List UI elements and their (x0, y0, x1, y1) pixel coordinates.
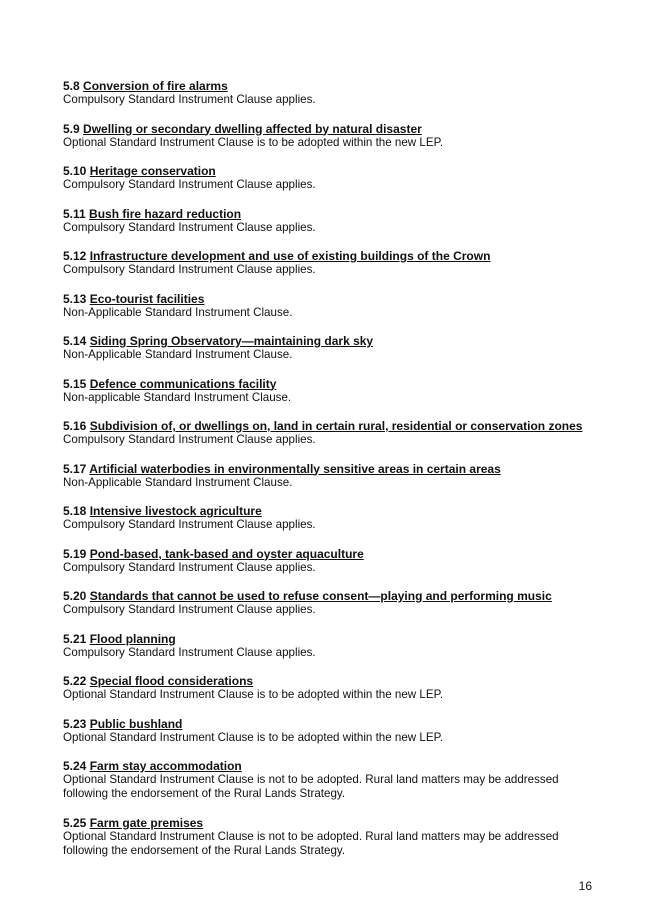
clause-title: Heritage conservation (89, 164, 216, 178)
clause-heading (63, 292, 603, 306)
clause-text: Optional Standard Instrument Clause is to be adopted within the new LEP. (63, 135, 444, 149)
clause-number: 5.25 (63, 815, 87, 830)
clause-text: Non-Applicable Standard Instrument Clause. (63, 475, 293, 489)
clause-5-12 (63, 249, 603, 277)
clause-heading (63, 462, 603, 476)
clause-5-24 (63, 759, 603, 801)
clause-text: Compulsory Standard Instrument Clause applies. (63, 220, 316, 234)
clause-5-18 (63, 504, 603, 532)
clause-5-19 (63, 547, 603, 575)
clause-5-10 (63, 164, 603, 192)
clause-number: 5.21 (63, 631, 87, 646)
clause-title: Conversion of fire alarms (83, 79, 228, 93)
clause-text: Compulsory Standard Instrument Clause applies. (63, 560, 316, 574)
clause-5-23 (63, 717, 603, 745)
clause-5-16 (63, 419, 603, 447)
clause-number: 5.13 (63, 291, 87, 306)
clause-heading (63, 377, 603, 391)
clause-number: 5.18 (63, 504, 87, 518)
clause-5-17 (63, 462, 603, 490)
clause-text: Optional Standard Instrument Clause is not to be adopted. Rural land matters may be addressed following the endorsement of the Rural Lands Strategy. (63, 829, 559, 857)
clause-5-22 (63, 674, 603, 702)
clause-5-14 (63, 334, 603, 362)
clause-number: 5.23 (63, 716, 87, 731)
clause-5-8 (63, 79, 603, 107)
document-body (63, 79, 603, 872)
clause-title: Flood planning (89, 631, 176, 646)
clause-heading (63, 419, 603, 433)
clause-heading (63, 122, 603, 136)
clause-title: Standards that cannot be used to refuse consent—playing and performing music (89, 589, 552, 603)
clause-title: Farm stay accommodation (89, 759, 242, 773)
clause-title: Artificial waterbodies in environmentally sensitive areas in certain areas (89, 461, 501, 476)
clause-5-21 (63, 632, 603, 660)
clause-5-9 (63, 122, 603, 150)
clause-5-13 (63, 292, 603, 320)
clause-number: 5.17 (63, 461, 87, 476)
clause-heading (63, 717, 603, 731)
clause-text: Non-Applicable Standard Instrument Clause. (63, 305, 293, 319)
clause-title: Subdivision of, or dwellings on, land in certain rural, residential or conservation zones (89, 419, 583, 433)
clause-text: Compulsory Standard Instrument Clause applies. (63, 263, 316, 276)
clause-5-11 (63, 207, 603, 235)
clause-number: 5.9 (63, 121, 80, 136)
clause-heading (63, 79, 603, 93)
clause-text: Non-applicable Standard Instrument Clause. (63, 390, 292, 404)
clause-5-15 (63, 377, 603, 405)
clause-text: Optional Standard Instrument Clause is not to be adopted. Rural land matters may be addressed following the endorsement of the Rural Lands Strategy. (63, 773, 559, 800)
clause-number: 5.15 (63, 376, 87, 391)
clause-title: Eco-tourist facilities (89, 291, 205, 306)
clause-text: Compulsory Standard Instrument Clause applies. (63, 645, 316, 659)
clause-5-20 (63, 589, 603, 617)
clause-number: 5.10 (63, 164, 87, 178)
clause-number: 5.19 (63, 546, 87, 561)
clause-text: Compulsory Standard Instrument Clause applies. (63, 518, 316, 531)
clause-title: Infrastructure development and use of existing buildings of the Crown (89, 249, 491, 263)
clause-heading (63, 249, 603, 263)
clause-text: Compulsory Standard Instrument Clause applies. (63, 433, 316, 446)
clause-number: 5.12 (63, 249, 87, 263)
clause-heading (63, 334, 603, 348)
clause-number: 5.11 (63, 206, 86, 221)
clause-title: Bush fire hazard reduction (89, 206, 242, 221)
clause-heading (63, 816, 603, 830)
clause-title: Dwelling or secondary dwelling affected by natural disaster (83, 121, 422, 136)
clause-title: Defence communications facility (89, 376, 277, 391)
page-number: 16 (578, 879, 592, 893)
clause-heading (63, 759, 603, 773)
clause-heading (63, 207, 603, 221)
clause-text: Optional Standard Instrument Clause is to be adopted within the new LEP. (63, 730, 444, 744)
clause-title: Farm gate premises (89, 815, 204, 830)
clause-heading (63, 164, 603, 178)
clause-heading (63, 547, 603, 561)
clause-title: Siding Spring Observatory—maintaining dark sky (89, 334, 374, 348)
clause-number: 5.22 (63, 674, 87, 688)
clause-title: Special flood considerations (89, 674, 254, 688)
clause-heading (63, 674, 603, 688)
clause-text: Compulsory Standard Instrument Clause applies. (63, 603, 316, 616)
clause-title: Pond-based, tank-based and oyster aquaculture (89, 546, 364, 561)
clause-heading (63, 504, 603, 518)
clause-number: 5.20 (63, 589, 87, 603)
clause-text: Optional Standard Instrument Clause is to be adopted within the new LEP. (63, 688, 444, 701)
clause-heading (63, 589, 603, 603)
clause-number: 5.16 (63, 419, 87, 433)
clause-text: Compulsory Standard Instrument Clause applies. (63, 93, 316, 106)
clause-number: 5.8 (63, 79, 80, 93)
clause-number: 5.24 (63, 759, 87, 773)
clause-heading (63, 632, 603, 646)
clause-text: Non-Applicable Standard Instrument Clause. (63, 348, 293, 361)
clause-title: Intensive livestock agriculture (89, 504, 262, 518)
clause-5-25 (63, 816, 603, 858)
clause-number: 5.14 (63, 334, 87, 348)
clause-title: Public bushland (89, 716, 183, 731)
clause-text: Compulsory Standard Instrument Clause applies. (63, 178, 316, 191)
